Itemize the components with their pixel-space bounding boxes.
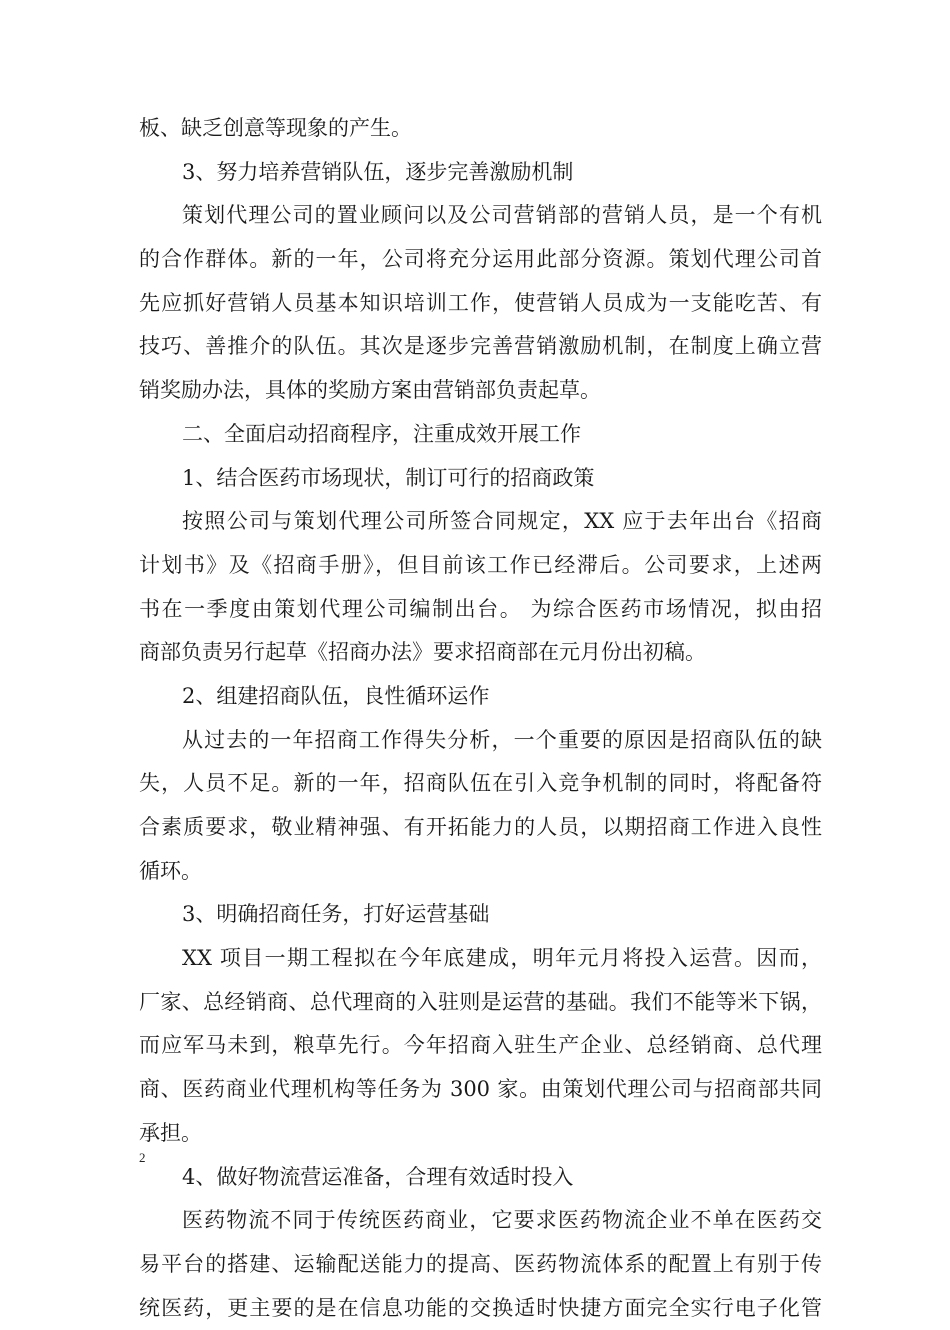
text-line: 二、全面启动招商程序，注重成效开展工作 [182, 421, 581, 446]
text-line: 合素质要求，敬业精神强、有开拓能力的人员，以期招商工作进入良性 [139, 815, 822, 839]
text-line: 先应抓好营销人员基本知识培训工作，使营销人员成为一支能吃苦、有 [139, 290, 822, 315]
text-line: 书在一季度由策划代理公司编制出台。 为综合医药市场情况，拟由招 [139, 596, 822, 621]
text-line: 商部负责另行起草《招商办法》要求招商部在元月份出初稿。 [139, 640, 706, 665]
text-line: 1、结合医药市场现状，制订可行的招商政策 [182, 465, 595, 490]
text-line: 3、明确招商任务，打好运营基础 [182, 902, 490, 927]
text-line: 商、医药商业代理机构等任务为 300 家。由策划代理公司与招商部共同 [139, 1077, 822, 1102]
text-line: 销奖励办法，具体的奖励方案由营销部负责起草。 [139, 378, 601, 403]
text-line: 而应军马未到，粮草先行。今年招商入驻生产企业、总经销商、总代理 [139, 1033, 822, 1058]
text-line: 4、做好物流营运准备，合理有效适时投入 [182, 1164, 574, 1189]
page-number: 2 [139, 1150, 146, 1165]
document-body [139, 107, 822, 1330]
text-line: 医药物流不同于传统医药商业，它要求医药物流企业不单在医药交 [182, 1208, 822, 1233]
text-line: 承担。 [139, 1120, 202, 1145]
text-line: 循环。 [139, 858, 202, 883]
text-line: XX 项目一期工程拟在今年底建成，明年元月将投入运营。因而， [182, 946, 822, 971]
text-line: 从过去的一年招商工作得失分析，一个重要的原因是招商队伍的缺 [182, 727, 822, 752]
text-line: 易平台的搭建、运输配送能力的提高、医药物流体系的配置上有别于传 [139, 1251, 822, 1276]
text-line: 3、努力培养营销队伍，逐步完善激励机制 [182, 159, 574, 184]
text-line: 按照公司与策划代理公司所签合同规定，XX 应于去年出台《招商 [182, 509, 822, 534]
text-line: 板、缺乏创意等现象的产生。 [139, 116, 412, 140]
text-line: 策划代理公司的置业顾问以及公司营销部的营销人员，是一个有机 [182, 203, 822, 228]
text-line: 失，人员不足。新的一年，招商队伍在引入竞争机制的同时，将配备符 [139, 771, 822, 796]
text-line: 计划书》及《招商手册》，但目前该工作已经滞后。公司要求，上述两 [139, 552, 822, 577]
text-line: 厂家、总经销商、总代理商的入驻则是运营的基础。我们不能等米下锅， [139, 989, 822, 1014]
text-line: 技巧、善推介的队伍。其次是逐步完善营销激励机制，在制度上确立营 [139, 334, 822, 359]
text-line: 统医药，更主要的是在信息功能的交换适时快捷方面完全实行电子化管 [139, 1295, 822, 1320]
text-line: 的合作群体。新的一年，公司将充分运用此部分资源。策划代理公司首 [139, 247, 822, 272]
text-line: 2、组建招商队伍，良性循环运作 [182, 683, 490, 708]
